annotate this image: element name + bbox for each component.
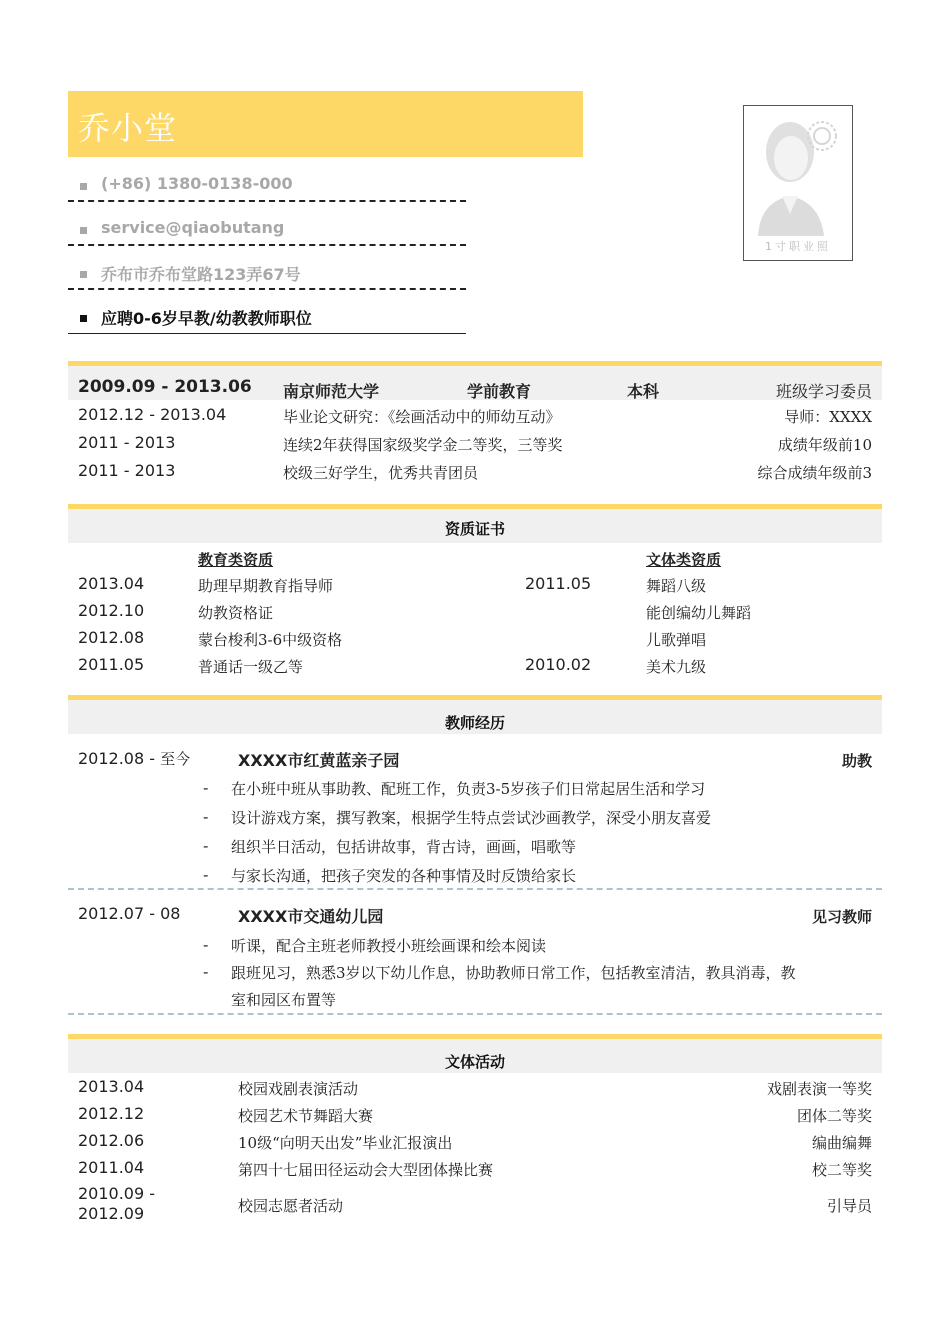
edu-item-note: 导师：XXXX bbox=[784, 408, 872, 426]
activity-date: 2010.09 - bbox=[78, 1184, 156, 1203]
activity-name: 校园志愿者活动 bbox=[238, 1197, 344, 1215]
section-title: 资质证书 bbox=[444, 520, 505, 538]
activity-date: 2012.12 bbox=[78, 1104, 145, 1123]
dash-bullet: - bbox=[203, 808, 209, 826]
activity-result: 戏剧表演一等奖 bbox=[766, 1080, 872, 1098]
activity-date: 2013.04 bbox=[78, 1077, 145, 1096]
job-bullet: 与家长沟通，把孩子突发的各种事情及时反馈给家长 bbox=[231, 867, 577, 885]
dash-bullet: - bbox=[203, 837, 209, 855]
job-org: XXXX市红黄蓝亲子园 bbox=[238, 751, 400, 770]
square-bullet-icon bbox=[80, 271, 87, 278]
activity-date: 2012.06 bbox=[78, 1131, 145, 1150]
edu-item-date: 2011 - 2013 bbox=[78, 433, 176, 452]
edu-item-desc: 连续2年获得国家级奖学金二等奖，三等奖 bbox=[283, 436, 563, 454]
objective-text: 应聘0-6岁早教/幼教教师职位 bbox=[101, 309, 312, 328]
cert-right-header: 文体类资质 bbox=[646, 551, 722, 569]
activity-name: 校园艺术节舞蹈大赛 bbox=[238, 1107, 374, 1125]
cert-name: 美术九级 bbox=[646, 658, 707, 676]
cert-name: 舞蹈八级 bbox=[646, 577, 707, 595]
address-text: 乔布市乔布堂路123弄67号 bbox=[101, 265, 301, 284]
cert-name: 幼教资格证 bbox=[198, 604, 274, 622]
edu-main-date: 2009.09 - 2013.06 bbox=[78, 377, 252, 397]
cert-name: 蒙台梭利3-6中级资格 bbox=[198, 631, 343, 649]
activities-header bbox=[68, 1039, 882, 1073]
section-title: 教师经历 bbox=[444, 714, 505, 732]
contact-phone bbox=[68, 172, 466, 202]
edu-role: 班级学习委员 bbox=[775, 382, 872, 401]
photo-placeholder bbox=[743, 105, 853, 261]
edu-item-note: 成绩年级前10 bbox=[777, 436, 872, 454]
cert-date: 2013.04 bbox=[78, 574, 145, 593]
job-separator bbox=[68, 1013, 882, 1015]
phone-text: (+86) 1380-0138-000 bbox=[101, 174, 293, 193]
job-bullet: 跟班见习，熟悉3岁以下幼儿作息，协助教师日常工作，包括教室清洁，教具消毒，教 bbox=[231, 964, 796, 982]
dashed-divider bbox=[68, 200, 466, 202]
job-separator bbox=[68, 888, 882, 890]
activity-name: 校园戏剧表演活动 bbox=[238, 1080, 359, 1098]
activity-result: 团体二等奖 bbox=[796, 1107, 872, 1125]
square-bullet-icon bbox=[80, 227, 87, 234]
cert-name: 能创编幼儿舞蹈 bbox=[646, 604, 752, 622]
dash-bullet: - bbox=[203, 963, 209, 981]
cert-date: 2011.05 bbox=[78, 655, 145, 674]
experience-header bbox=[68, 700, 882, 734]
avatar-icon bbox=[744, 106, 852, 236]
activity-result: 校二等奖 bbox=[811, 1161, 872, 1179]
edu-item-date: 2012.12 - 2013.04 bbox=[78, 405, 227, 424]
cert-date: 2010.02 bbox=[525, 655, 592, 674]
cert-date: 2011.05 bbox=[525, 574, 592, 593]
dashed-divider bbox=[68, 288, 466, 290]
edu-item-date: 2011 - 2013 bbox=[78, 461, 176, 480]
edu-school: 南京师范大学 bbox=[283, 382, 380, 401]
job-bullet: 听课，配合主班老师教授小班绘画课和绘本阅读 bbox=[231, 937, 547, 955]
contact-email bbox=[68, 216, 466, 246]
job-date bbox=[78, 748, 190, 769]
dash-bullet: - bbox=[203, 866, 209, 884]
certificates-header bbox=[68, 509, 882, 543]
job-bullet-continued: 室和园区布置等 bbox=[231, 991, 337, 1009]
candidate-name: 乔小堂 bbox=[78, 109, 178, 147]
contact-address bbox=[68, 260, 466, 290]
dash-bullet: - bbox=[203, 779, 209, 797]
activity-date-end: 2012.09 bbox=[78, 1204, 145, 1223]
section-title: 文体活动 bbox=[444, 1053, 505, 1071]
cert-left-header: 教育类资质 bbox=[198, 551, 274, 569]
dashed-divider bbox=[68, 244, 466, 246]
job-bullet: 设计游戏方案，撰写教案，根据学生特点尝试沙画教学，深受小朋友喜爱 bbox=[231, 809, 712, 827]
job-date-suffix: 至今 bbox=[160, 750, 191, 768]
activity-result: 编曲编舞 bbox=[811, 1134, 872, 1152]
photo-label: 1寸职业照 bbox=[765, 240, 831, 253]
job-objective bbox=[68, 304, 466, 334]
edu-item-desc: 毕业论文研究：《绘画活动中的师幼互动》 bbox=[283, 408, 561, 426]
job-date: 2012.07 - 08 bbox=[78, 904, 181, 923]
cert-name: 助理早期教育指导师 bbox=[198, 577, 334, 595]
job-date-start: 2012.08 - bbox=[78, 749, 161, 768]
solid-divider bbox=[68, 333, 466, 334]
cert-date: 2012.08 bbox=[78, 628, 145, 647]
job-bullet: 组织半日活动，包括讲故事，背古诗，画画，唱歌等 bbox=[231, 838, 577, 856]
email-text: service@qiaobutang bbox=[101, 218, 285, 237]
dash-bullet: - bbox=[203, 936, 209, 954]
activity-date: 2011.04 bbox=[78, 1158, 145, 1177]
job-role: 见习教师 bbox=[811, 908, 872, 926]
activity-result: 引导员 bbox=[826, 1197, 872, 1215]
cert-name: 普通话一级乙等 bbox=[198, 658, 304, 676]
square-bullet-icon bbox=[80, 315, 87, 322]
job-org: XXXX市交通幼儿园 bbox=[238, 907, 384, 926]
square-bullet-icon bbox=[80, 183, 87, 190]
cert-name: 儿歌弹唱 bbox=[646, 631, 707, 649]
job-bullet: 在小班中班从事助教、配班工作，负责3-5岁孩子们日常起居生活和学习 bbox=[231, 780, 706, 798]
cert-date: 2012.10 bbox=[78, 601, 145, 620]
activity-name: 第四十七届田径运动会大型团体操比赛 bbox=[238, 1161, 494, 1179]
edu-major: 学前教育 bbox=[467, 382, 532, 401]
edu-item-note: 综合成绩年级前3 bbox=[757, 464, 872, 482]
edu-item-desc: 校级三好学生，优秀共青团员 bbox=[283, 464, 479, 482]
edu-degree: 本科 bbox=[627, 382, 660, 401]
activity-name: 10级“向明天出发”毕业汇报演出 bbox=[238, 1134, 453, 1152]
job-role: 助教 bbox=[841, 752, 872, 770]
